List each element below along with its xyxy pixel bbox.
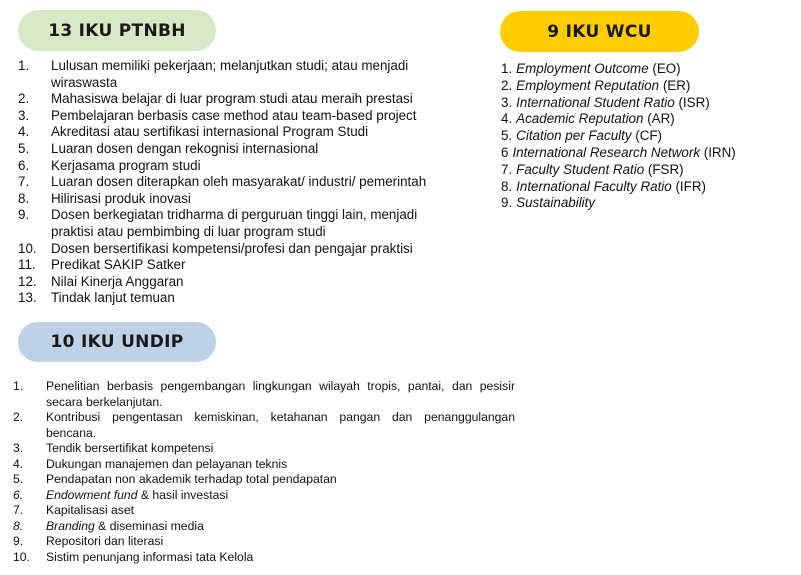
item-text: Dukungan manajemen dan pelayanan teknis [46,456,288,471]
item-text: Pembelajaran berbasis case method atau team-based project [51,107,417,123]
item-number: 4. [501,111,513,127]
item-text: Sistim penunjang informasi tata Kelola [46,549,254,564]
item-number: 6. [13,487,24,502]
item-number: 1. [501,61,513,76]
list-item [13,441,515,457]
item-text: Akreditasi atau sertifikasi internasional Program Studi [51,124,369,140]
item-number: 3. [18,107,30,123]
list-item [13,379,515,410]
list-item [501,179,791,196]
list-item [18,108,458,125]
item-number: 8. [501,178,513,194]
list-item [13,457,515,473]
ptnbh-list [18,58,458,307]
list-item [13,410,515,441]
item-text: Dosen bersertifikasi kompetensi/profesi dan pengajar praktisi [51,240,413,256]
item-number: 1. [13,379,24,393]
item-name: Employment Reputation [516,77,660,93]
item-text: Penelitian berbasis pengembangan lingkungan wilayah tropis, pantai, dan pesisir secara berkelanjutan. [46,379,515,409]
list-item [18,290,458,307]
list-item [18,241,458,258]
item-number: 8. [18,190,30,206]
item-abbr: (CF) [631,128,663,144]
item-text: Pendapatan non akademik terhadap total pendapatan [46,472,337,486]
item-text: Predikat SAKIP Satker [51,257,186,273]
wcu-heading: 9 IKU WCU [547,21,652,42]
list-item [18,58,458,91]
ptnbh-heading: 13 IKU PTNBH [48,20,186,41]
undip-heading: 10 IKU UNDIP [50,332,184,352]
item-text: Luaran dosen diterapkan oleh masyarakat/ industri/ pemerintah [51,174,427,190]
list-item [13,519,515,535]
item-text: & hasil investasi [137,487,229,502]
item-number: 11. [18,257,36,273]
item-italic-term: Branding [46,518,95,533]
item-abbr: (FSR) [644,161,684,177]
item-name: Academic Reputation [516,111,644,127]
item-number: 3. [501,94,513,110]
item-number: 7. [13,503,24,517]
list-item [18,257,458,274]
item-text: Kontribusi pengentasan kemiskinan, ketahanan pangan dan penanggulangan bencana. [46,410,515,440]
item-text: Luaran dosen dengan rekognisi internasional [51,140,319,156]
item-text: Nilai Kinerja Anggaran [51,273,184,289]
item-number: 7. [501,161,513,177]
list-item [18,124,458,141]
item-name: Sustainability [516,195,596,211]
item-name: International Research Network [512,144,701,160]
item-abbr: (IRN) [700,144,736,160]
item-number: 9. [501,195,513,211]
list-item [501,195,791,212]
list-item [13,503,515,519]
list-item [18,141,458,158]
item-number: 5. [501,128,513,144]
item-number: 12. [18,273,37,289]
item-number: 5. [18,140,30,156]
item-number: 1. [18,58,30,73]
item-number: 13. [18,290,37,306]
list-item [18,174,458,191]
wcu-list [501,61,791,212]
list-item [13,472,515,488]
list-item [18,158,458,175]
item-text: Kapitalisasi aset [46,503,135,517]
item-text: Hilirisasi produk inovasi [51,190,191,206]
item-number: 10. [13,549,30,564]
list-item [13,550,515,566]
list-item [501,162,791,179]
list-item [501,145,791,162]
list-item [501,61,791,78]
item-text: Kerjasama program studi [51,157,201,173]
item-text: Repositori dan literasi [46,534,164,548]
item-number: 2. [13,410,24,424]
item-number: 5. [13,472,24,486]
list-item [18,191,458,208]
item-name: International Faculty Ratio [516,178,672,194]
item-number: 3. [13,441,24,455]
item-number: 9. [13,534,24,548]
list-item [18,207,458,240]
list-item [13,488,515,504]
list-item [18,91,458,108]
list-item [18,274,458,291]
item-name: Faculty Student Ratio [516,161,645,177]
item-abbr: (ISR) [674,94,710,110]
item-abbr: (IFR) [671,178,706,194]
ptnbh-heading-badge [18,10,216,51]
item-abbr: (AR) [643,111,675,127]
item-name: Employment Outcome [516,61,649,76]
item-text: Tendik bersertifikat kompetensi [46,441,214,455]
list-item [501,95,791,112]
list-item [501,78,791,95]
item-abbr: (ER) [659,77,691,93]
item-number: 9. [18,207,30,223]
item-number: 2. [18,91,30,107]
item-italic-term: Endowment fund [46,487,138,502]
item-text: Tindak lanjut temuan [51,290,175,306]
item-number: 2. [501,77,513,93]
item-number: 7. [18,174,30,190]
item-number: 6 [501,144,509,160]
item-number: 10. [18,240,37,256]
item-number: 6. [18,157,30,173]
item-number: 8. [13,518,24,533]
item-text: Mahasiswa belajar di luar program studi atau meraih prestasi [51,91,413,107]
list-item [501,111,791,128]
undip-heading-badge [18,322,216,362]
item-name: Citation per Faculty [516,128,632,144]
list-item [501,128,791,145]
item-name: International Student Ratio [516,94,675,110]
item-number: 4. [13,456,24,471]
item-number: 4. [18,124,30,140]
list-item [13,534,515,550]
undip-list [13,379,515,565]
item-text: Lulusan memiliki pekerjaan; melanjutkan studi; atau menjadi wiraswasta [51,58,409,90]
wcu-heading-badge [500,11,699,52]
item-abbr: (EO) [648,61,681,76]
item-text: & diseminasi media [94,518,204,533]
item-text: Dosen berkegiatan tridharma di perguruan tinggi lain, menjadi praktisi atau pembimbing di luar program studi [51,207,418,239]
